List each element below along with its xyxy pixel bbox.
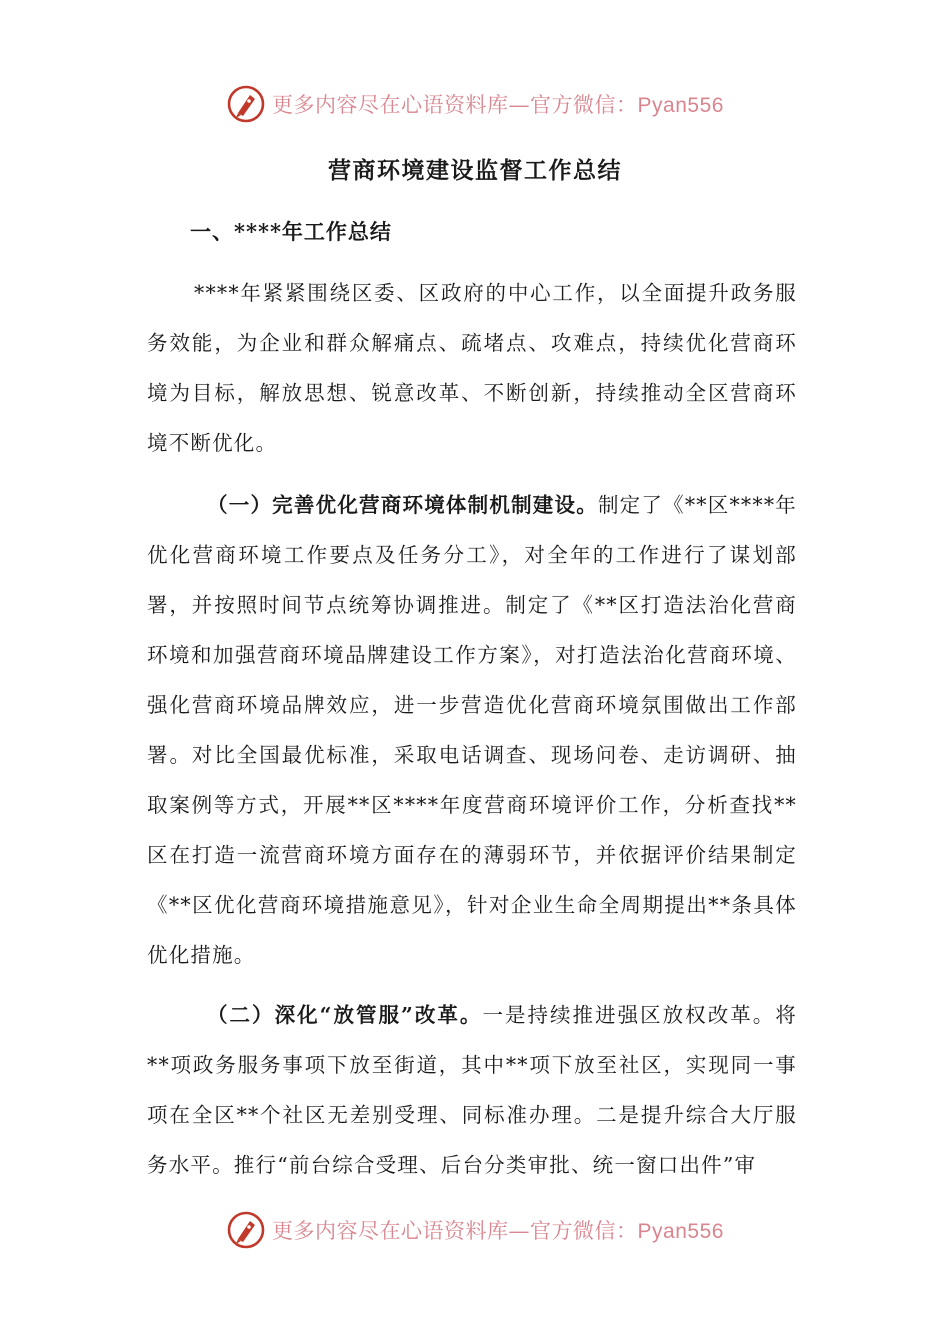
item1-lead: （一）完善优化营商环境体制机制建设。 — [207, 493, 598, 517]
item2-body: 一是持续推进强区放权改革。将**项政务服务事项下放至街道，其中**项下放至社区，实现同一事项在全区**个社区无差别受理、同标准办理。二是提升综合大厅服务水平。推行“前台综合受理、后台分类审批、统一窗口出件”审 — [147, 1003, 797, 1177]
intro-paragraph: ****年紧紧围绕区委、区政府的中心工作，以全面提升政务服务效能，为企业和群众解痛点、疏堵点、攻难点，持续优化营商环境为目标，解放思想、锐意改革、不断创新，持续推动全区营商环境不断优化。 — [147, 281, 797, 455]
item1-paragraph — [147, 480, 797, 980]
watermark-text: 更多内容尽在心语资料库—官方微信：Pyan556 — [272, 93, 724, 117]
section-heading: 一、****年工作总结 — [190, 219, 392, 244]
wechat-id: Pyan556 — [637, 94, 724, 117]
item2-paragraph — [147, 990, 797, 1190]
wechat-id: Pyan556 — [637, 1220, 724, 1243]
item2-lead: （二）深化“放管服”改革。 — [207, 1003, 483, 1027]
item1-body: 制定了《**区****年优化营商环境工作要点及任务分工》，对全年的工作进行了谋划部署，并按照时间节点统筹协调推进。制定了《**区打造法治化营商环境和加强营商环境品牌建设工作方案》，对打造法治化营商环境、强化营商环境品牌效应，进一步营造优化营商环境氛围做出工作部署。对比全国最优标准，采取电话调查、现场问卷、走访调研、抽取案例等方式，开展**区****年度营商环境评价工作，分析查找**区在打造一流营商环境方面存在的薄弱环节，并依据评价结果制定《**区优化营商环境措施意见》，针对企业生命全周期提出**条具体优化措施。 — [147, 493, 797, 967]
watermark-banner-top — [0, 82, 950, 126]
watermark-text: 更多内容尽在心语资料库—官方微信：Pyan556 — [272, 1219, 724, 1243]
pen-nib-icon — [226, 84, 266, 124]
pen-nib-icon — [226, 1210, 266, 1250]
document-title: 营商环境建设监督工作总结 — [328, 157, 622, 184]
watermark-banner-bottom — [0, 1208, 950, 1252]
